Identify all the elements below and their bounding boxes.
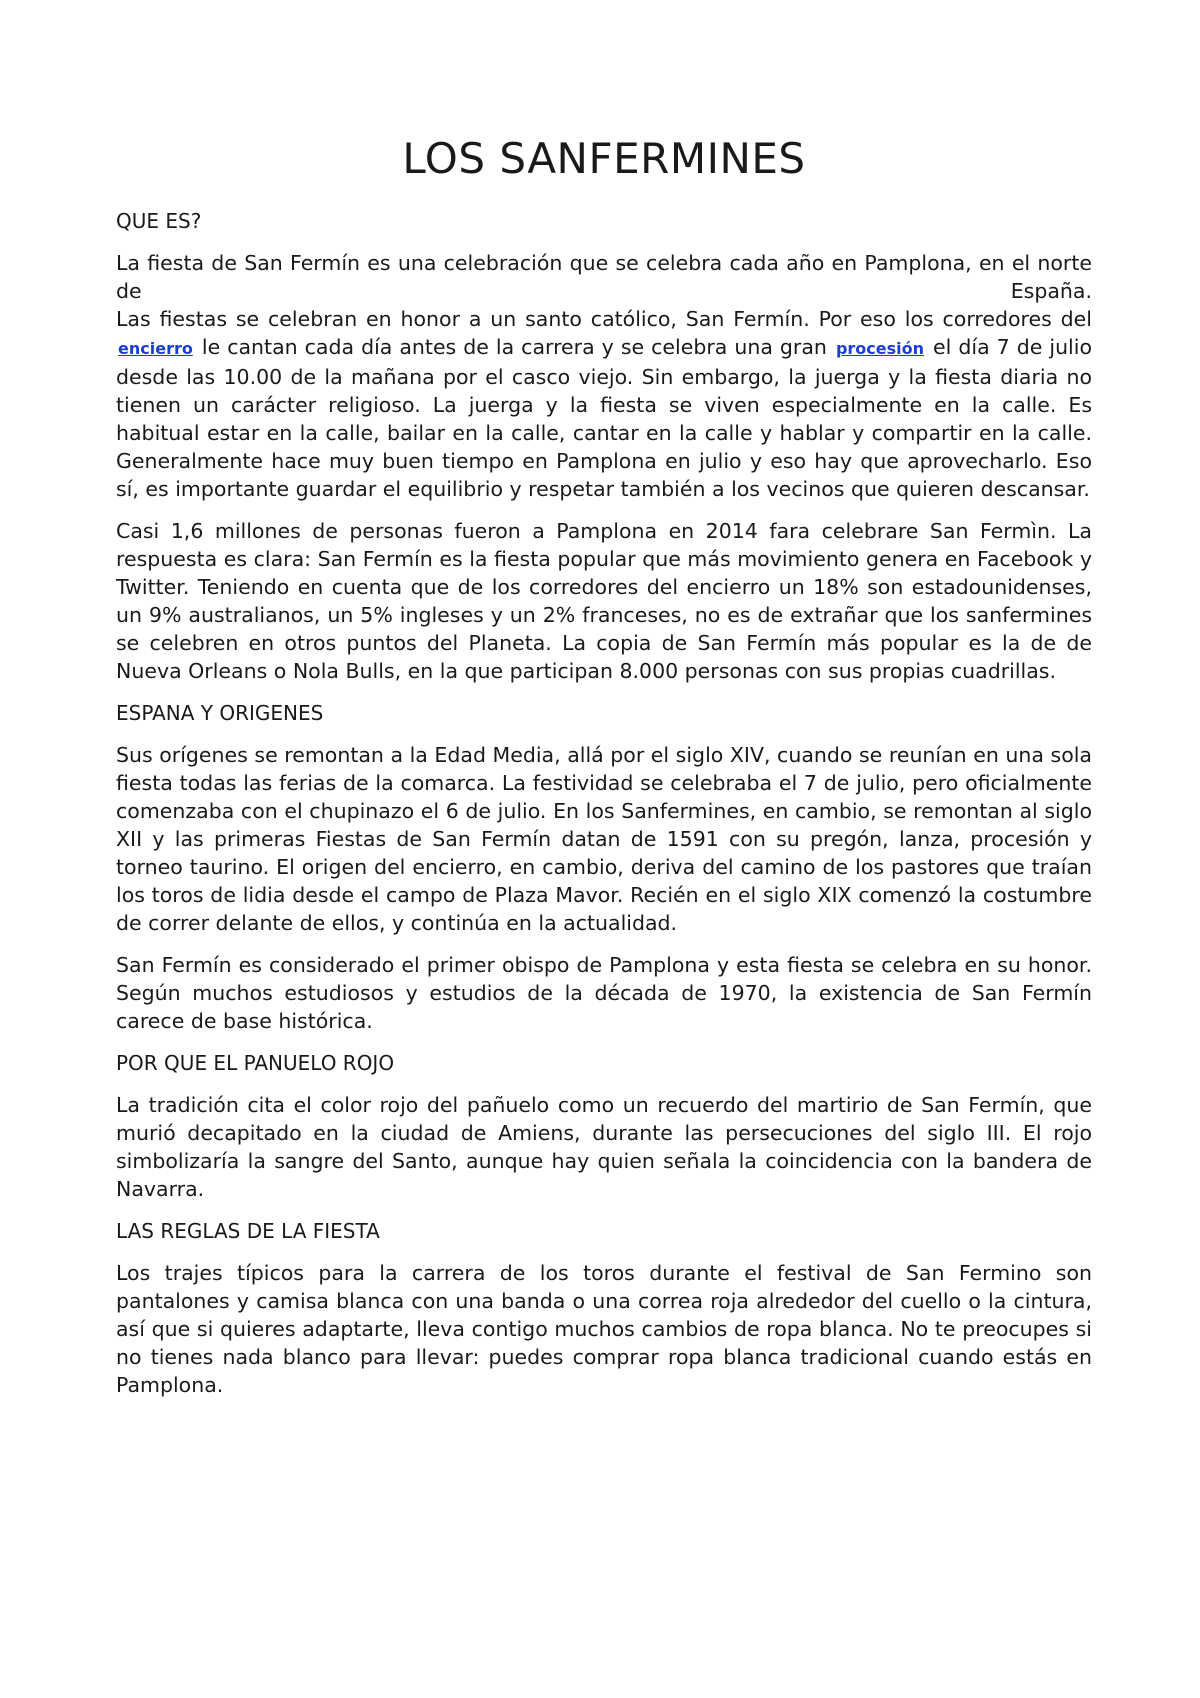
intro-text-d: La juerga y la fiesta se viven especialmente en la calle. Es habitual estar en la calle, bailar en la calle, cantar en la calle y hablar y compartir en la calle. Generalmente hace muy buen tiempo en Pamplona en julio y eso hay que aprovecharlo. Eso sí, es importante guardar el equilibrio y respetar también a los vecinos que quieren descansar. [116, 393, 1092, 501]
section-heading-panuelo: POR QUE EL PANUELO ROJO [116, 1051, 395, 1075]
statistics-paragraph: Casi 1,6 millones de personas fueron a Pamplona en 2014 fara celebrare San Fermìn. La respuesta es clara: San Fermín es la fiesta popular que más movimiento genera en Facebook y Twitter. Teniendo en cuenta que de los corredores del encierro un 18% son estadounidenses, un 9% australianos, un 5% ingleses y un 2% franceses, no es de extrañar que los sanfermines se celebren en otros puntos del Planeta. La copia de San Fermín más popular es la de de Nueva Orleans o Nola Bulls, en la que participan 8.000 personas con sus propias cuadrillas. [116, 519, 1092, 683]
origins-paragraph: Sus orígenes se remontan a la Edad Media, allá por el siglo XIV, cuando se reunían en una sola fiesta todas las ferias de la comarca. La festividad se celebraba el 7 de julio, pero oficialmente comenzaba con el chupinazo el 6 de julio. En los Sanfermines, en cambio, se remontan al siglo XII y las primeras Fiestas de San Fermín datan de 1591 con su pregón, lanza, procesión y torneo taurino. El origen del encierro, en cambio, deriva del camino de los pastores que traían los toros de lidia desde el campo de Plaza Mavor. Recién en el siglo XIX comenzó la costumbre de correr delante de ellos, y continúa en la actualidad. [116, 743, 1092, 935]
panuelo-paragraph: La tradición cita el color rojo del pañuelo como un recuerdo del martirio de San Fermín, que murió decapitado en la ciudad de Amiens, durante las persecuciones del siglo III. El rojo simbolizaría la sangre del Santo, aunque hay quien señala la coincidencia con la bandera de Navarra. [116, 1093, 1092, 1201]
section-heading-origenes: ESPANA Y ORIGENES [116, 701, 324, 725]
bishop-paragraph: San Fermín es considerado el primer obispo de Pamplona y esta fiesta se celebra en su honor. Según muchos estudiosos y estudios de la década de 1970, la existencia de San Fermín carece de base histórica. [116, 953, 1092, 1033]
section-heading-que-es: QUE ES? [116, 209, 202, 233]
link-encierro[interactable]: encierro [118, 339, 193, 358]
section-heading-reglas: LAS REGLAS DE LA FIESTA [116, 1219, 380, 1243]
intro-first-line: La fiesta de San Fermín es una celebración que se celebra cada año en Pamplona, en el norte de España. [116, 251, 1092, 303]
document-body [116, 134, 1092, 1413]
reglas-paragraph: Los trajes típicos para la carrera de los toros durante el festival de San Fermino son pantalones y camisa blanca con una banda o una correa roja alrededor del cuello o la cintura, así que si quieres adaptarte, lleva contigo muchos cambios de ropa blanca. No te preocupes si no tienes nada blanco para llevar: puedes comprar ropa blanca tradicional cuando estás en Pamplona. [116, 1261, 1092, 1397]
document-title: LOS SANFERMINES [402, 134, 806, 183]
link-procesion[interactable]: procesión [835, 339, 925, 358]
intro-text-c: el día 7 de julio desde las 10.00 de la mañana por el casco viejo. Sin embargo, la juerga y la fiesta diaria no tienen un carácter religioso. [116, 335, 1092, 417]
intro-paragraph [116, 305, 1092, 503]
intro-text-b: le cantan cada día antes de la carrera y se celebra una gran [201, 335, 827, 359]
intro-text-a: Las fiestas se celebran en honor a un santo católico, San Fermín. Por eso los corredores del [116, 307, 1092, 331]
